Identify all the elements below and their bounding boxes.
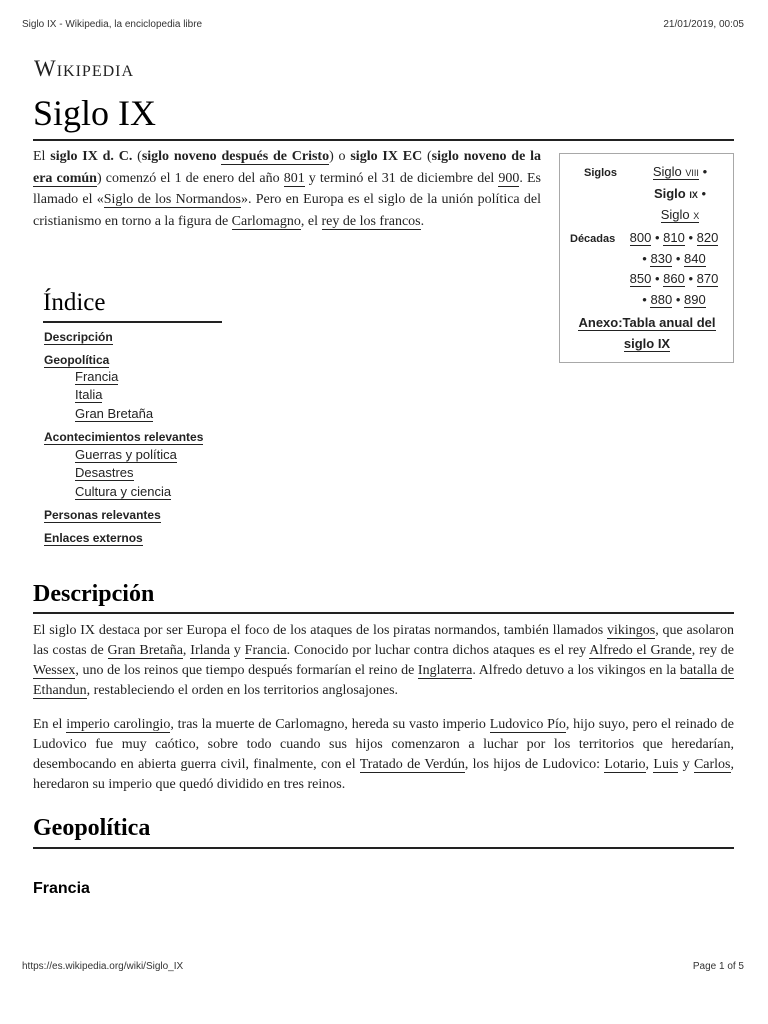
century-infobox bbox=[559, 153, 734, 363]
toc-item-personas[interactable]: Personas relevantes bbox=[44, 508, 161, 522]
lead-text: y terminó el 31 de diciembre del bbox=[304, 170, 499, 186]
link-rey-de-los-francos[interactable]: rey de los francos bbox=[321, 213, 421, 229]
lead-text: ( bbox=[132, 149, 142, 164]
lead-text: ) o bbox=[329, 149, 351, 164]
link-anexo-tabla-anual[interactable]: Anexo:Tabla anual del siglo IX bbox=[578, 315, 716, 351]
toc-item-geopolitica[interactable]: Geopolítica bbox=[44, 353, 110, 367]
toc-item-enlaces[interactable]: Enlaces externos bbox=[44, 531, 143, 545]
page-title: Siglo IX bbox=[33, 93, 157, 133]
link-siglo-x[interactable]: Siglo X bbox=[660, 207, 700, 222]
link-decade-820[interactable]: 820 bbox=[696, 230, 719, 245]
print-footer-page: Page 1 of 5 bbox=[692, 961, 744, 972]
link-wessex[interactable]: Wessex bbox=[33, 663, 76, 678]
print-header-title: Siglo IX - Wikipedia, la enciclopedia libre bbox=[22, 19, 203, 30]
link-lotario[interactable]: Lotario bbox=[604, 757, 646, 772]
infobox-siglos-list bbox=[630, 162, 730, 227]
link-decade-880[interactable]: 880 bbox=[650, 291, 673, 307]
toc-item-guerras[interactable]: Guerras y política bbox=[75, 447, 177, 462]
infobox-decadas-label: Décadas bbox=[570, 233, 616, 245]
link-decade-850[interactable]: 850 bbox=[629, 271, 652, 286]
link-decade-810[interactable]: 810 bbox=[663, 230, 685, 245]
link-carlomagno[interactable]: Carlomagno bbox=[231, 213, 301, 229]
lead-text: . bbox=[420, 213, 425, 229]
section-divider bbox=[33, 847, 734, 849]
wikipedia-wordmark[interactable]: Wikipedia bbox=[34, 56, 135, 81]
lead-text: ». Pero en Europa es el siglo de la unión política del cristianismo en torno a la figura de bbox=[33, 192, 541, 229]
link-decade-870[interactable]: 870 bbox=[696, 271, 719, 286]
print-footer-url: https://es.wikipedia.org/wiki/Siglo_IX bbox=[22, 961, 184, 972]
toc-item-francia[interactable]: Francia bbox=[75, 369, 119, 384]
lead-paragraph bbox=[33, 146, 541, 232]
subsection-title-francia: Francia bbox=[33, 880, 90, 897]
title-divider bbox=[33, 139, 734, 141]
descripcion-paragraph-1: El siglo IX destaca por ser Europa el foco de los ataques de los piratas normandos, también llamados vikingos, que asolaron las costas de Gran Bretaña, Irlanda y Francia. Conocido por luchar contra dichos ataques es el rey Alfredo el Grande, rey de Wessex, uno de los reinos que tiempo después formarían el reino de Inglaterra. Alfredo detuvo a los vikingos en la batalla de Ethandun, restableciendo el orden en los territorios anglosajones. bbox=[33, 623, 735, 698]
infobox-decades-list: 800 • 810 • 820 • 830 • 840 850 • 860 • 870 • 880 • 890 bbox=[629, 230, 719, 307]
lead-bold-term: siglo noveno bbox=[141, 149, 222, 164]
link-irlanda[interactable]: Irlanda bbox=[190, 643, 230, 658]
link-despues-de-cristo[interactable]: después de Cristo bbox=[221, 149, 330, 164]
current-siglo-ix: Siglo IX bbox=[653, 185, 698, 201]
link-decade-860[interactable]: 860 bbox=[663, 271, 685, 286]
lead-text: , el bbox=[300, 213, 322, 229]
toc-item-cultura[interactable]: Cultura y ciencia bbox=[75, 484, 172, 499]
descripcion-paragraph-2: En el imperio carolingio, tras la muerte de Carlomagno, hereda su vasto imperio Ludovico Pío, hijo suyo, pero el reinado de Ludovico fue muy caótico, sobre todo cuando sus hijos comenzaron a luchar por los territorios que heredarían, desembocando en abierta guerra civil, finalmente, con el Tratado de Verdún, los hijos de Ludovico: Lotario, Luis y Carlos, heredaron su imperio que quedó dividido en tres reinos. bbox=[33, 717, 735, 792]
infobox-siglos-label: Siglos bbox=[584, 167, 618, 179]
section-title-descripcion: Descripción bbox=[33, 581, 155, 607]
bullet: • bbox=[702, 164, 708, 179]
section-title-geopolitica: Geopolítica bbox=[33, 815, 151, 841]
link-francia[interactable]: Francia bbox=[244, 643, 287, 658]
link-vikingos[interactable]: vikingos bbox=[607, 623, 656, 638]
bullet: • bbox=[701, 185, 707, 201]
lead-text: . Es llamado el « bbox=[33, 170, 542, 207]
link-luis[interactable]: Luis bbox=[653, 757, 679, 772]
table-of-contents bbox=[43, 287, 223, 545]
link-era-comun[interactable]: era común bbox=[33, 170, 97, 186]
toc-divider bbox=[43, 321, 222, 323]
toc-item-descripcion[interactable]: Descripción bbox=[44, 330, 113, 344]
link-carlos[interactable]: Carlos bbox=[693, 757, 731, 772]
toc-title: Índice bbox=[43, 289, 106, 316]
link-siglo-viii[interactable]: Siglo VIII bbox=[652, 164, 699, 179]
link-ludovico-pio[interactable]: Ludovico Pío bbox=[489, 717, 566, 732]
link-decade-890[interactable]: 890 bbox=[684, 291, 706, 307]
link-siglo-de-los-normandos[interactable]: Siglo de los Normandos bbox=[103, 192, 241, 207]
link-inglaterra[interactable]: Inglaterra bbox=[417, 663, 473, 678]
print-header-date: 21/01/2019, 00:05 bbox=[663, 19, 744, 30]
lead-text: ) comenzó el 1 de enero del año bbox=[96, 170, 284, 186]
toc-item-acontecimientos[interactable]: Acontecimientos relevantes bbox=[44, 430, 204, 444]
link-801[interactable]: 801 bbox=[283, 170, 305, 186]
lead-bold-term: siglo IX EC bbox=[350, 149, 423, 164]
section-divider bbox=[33, 612, 734, 614]
link-decade-830[interactable]: 830 bbox=[650, 250, 673, 266]
lead-text: El bbox=[33, 149, 51, 164]
print-header bbox=[22, 19, 744, 33]
link-900[interactable]: 900 bbox=[498, 170, 520, 186]
lead-bold-term: siglo noveno de la bbox=[431, 149, 541, 164]
toc-item-gran-bretana[interactable]: Gran Bretaña bbox=[75, 406, 154, 421]
link-decade-800[interactable]: 800 bbox=[629, 230, 652, 245]
link-batalla-de-ethandun[interactable]: batalla de Ethandun bbox=[33, 663, 734, 698]
print-footer bbox=[22, 961, 744, 975]
lead-text: ( bbox=[422, 149, 432, 164]
link-decade-840[interactable]: 840 bbox=[684, 250, 706, 266]
infobox-annex bbox=[566, 313, 728, 354]
link-gran-bretana[interactable]: Gran Bretaña bbox=[107, 643, 183, 658]
link-tratado-de-verdun[interactable]: Tratado de Verdún bbox=[359, 757, 465, 772]
link-alfredo-el-grande[interactable]: Alfredo el Grande bbox=[589, 643, 692, 658]
lead-bold-term: siglo IX d. C. bbox=[50, 149, 133, 164]
toc-item-italia[interactable]: Italia bbox=[75, 387, 103, 402]
link-imperio-carolingio[interactable]: imperio carolingio bbox=[66, 717, 171, 732]
toc-item-desastres[interactable]: Desastres bbox=[75, 465, 134, 480]
